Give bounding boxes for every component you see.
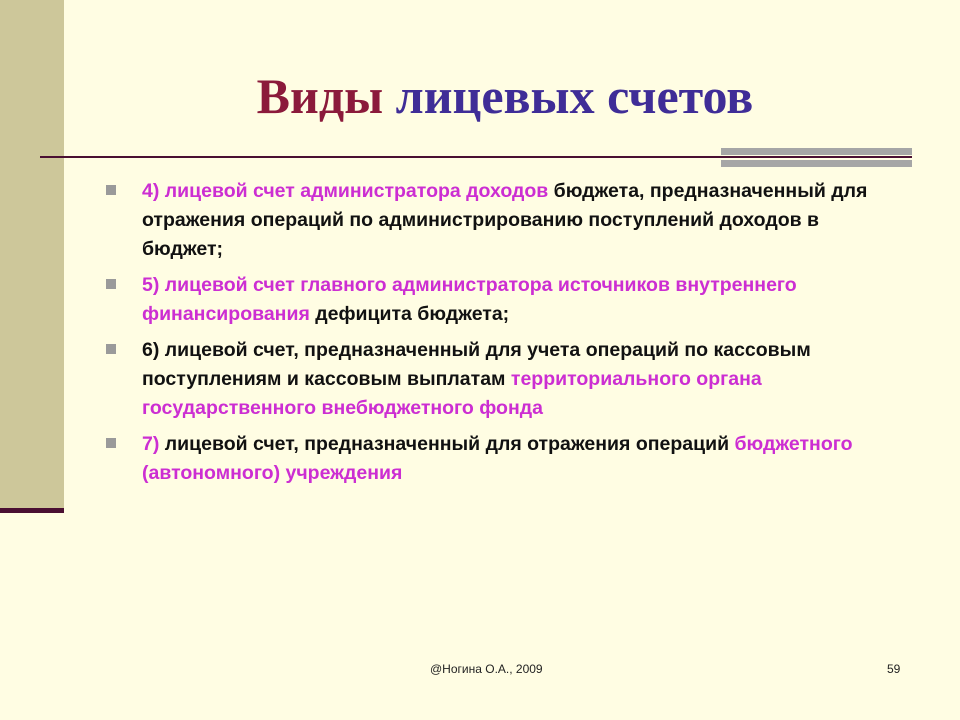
bullet-item xyxy=(104,430,894,488)
square-bullet-icon xyxy=(106,185,116,195)
page-number: 59 xyxy=(887,662,901,676)
square-bullet-icon xyxy=(106,344,116,354)
bullet-item xyxy=(104,177,894,264)
left-decor-bar-edge xyxy=(0,508,64,513)
bullet-segment: лицевой счет, предназначенный для отражения операций xyxy=(164,433,735,455)
bullet-segment: 4) лицевой счет администратора доходов xyxy=(142,180,554,202)
slide-title xyxy=(0,66,960,126)
title-underline xyxy=(40,156,912,158)
bullet-segment: бюджетного (автономного) учреждения xyxy=(142,433,853,484)
bullet-item xyxy=(104,271,894,329)
square-bullet-icon xyxy=(106,279,116,289)
slide-title-part2: лицевых счетов xyxy=(395,68,754,124)
square-bullet-icon xyxy=(106,438,116,448)
footer-author: @Ногина О.А., 2009 xyxy=(430,662,543,676)
slide-title-part1: Виды xyxy=(256,68,384,124)
bullet-list xyxy=(104,177,894,495)
bullet-segment: 6) лицевой счет, предназначенный для учета операций по кассовым поступлениям и кассовым выплатам xyxy=(142,339,811,390)
bullet-item xyxy=(104,336,894,423)
bullet-segment: дефицита бюджета; xyxy=(315,303,510,325)
bullet-segment: бюджета, предназначенный для отражения операций по администрированию поступлений доходов в бюджет; xyxy=(142,180,868,260)
title-accent-bar-top xyxy=(721,148,912,155)
bullet-segment: 7) xyxy=(142,433,165,455)
title-accent-bar-bottom xyxy=(721,160,912,167)
bullet-segment: 5) лицевой счет главного администратора источников внутреннего финансирования xyxy=(142,274,797,325)
bullet-segment: территориального органа государственного внебюджетного фонда xyxy=(142,368,762,419)
